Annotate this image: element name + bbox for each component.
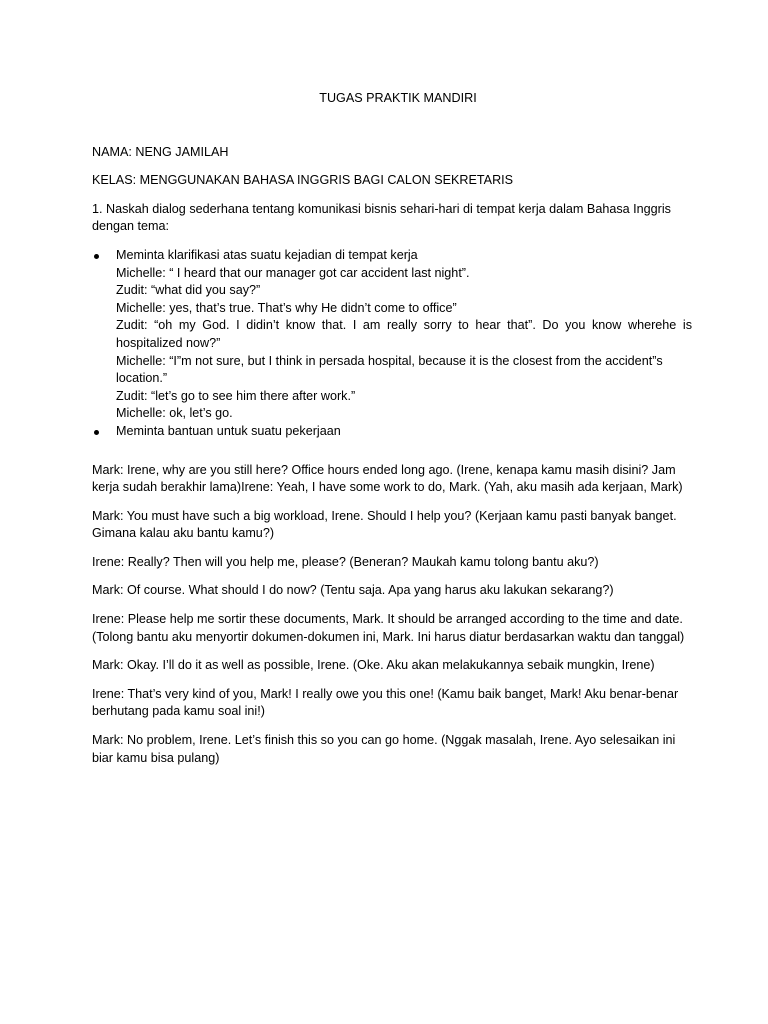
topic-heading: Meminta klarifikasi atas suatu kejadian di tempat kerja <box>116 247 418 262</box>
dialog-line: Zudit: “oh my God. I didin’t know that. I am really sorry to hear that”. Do you know wherehe is hospitalized now?” <box>116 318 692 350</box>
dialog-line: Michelle: ok, let’s go. <box>116 406 233 421</box>
dialog-paragraph: Irene: Please help me sortir these documents, Mark. It should be arranged according to the time and date. (Tolong bantu aku menyortir dokumen-dokumen ini, Mark. Ini harus diatur berdasarkan waktu dan tanggal) <box>92 612 685 644</box>
dialog-line: Zudit: “what did you say?” <box>116 283 261 298</box>
topic-list <box>92 247 692 441</box>
dialog-line: Michelle: yes, that’s true. That’s why He didn’t come to office” <box>116 300 457 315</box>
dialog-paragraph: Mark: You must have such a big workload, Irene. Should I help you? (Kerjaan kamu pasti banyak banget. Gimana kalau aku bantu kamu?) <box>92 508 677 541</box>
student-name: NAMA: NENG JAMILAH <box>92 144 229 159</box>
document-body <box>92 90 692 778</box>
document-title: TUGAS PRAKTIK MANDIRI <box>319 91 477 105</box>
bullet-icon <box>94 254 99 259</box>
class-name: KELAS: MENGGUNAKAN BAHASA INGGRIS BAGI CALON SEKRETARIS <box>92 173 514 188</box>
bullet-icon <box>94 430 99 435</box>
assignment-instruction: 1. Naskah dialog sederhana tentang komunikasi bisnis sehari-hari di tempat kerja dalam Bahasa Inggris dengan tema: <box>92 201 671 234</box>
dialog-line: Michelle: “ I heard that our manager got car accident last night”. <box>116 265 470 280</box>
topic-item-clarification <box>92 247 692 423</box>
dialog-paragraph: Mark: Okay. I’ll do it as well as possible, Irene. (Oke. Aku akan melakukannya sebaik mungkin, Irene) <box>92 658 655 673</box>
dialog-line: Michelle: “I”m not sure, but I think in persada hospital, because it is the closest from the accident”s location.” <box>116 353 663 386</box>
dialog-paragraph: Mark: Irene, why are you still here? Office hours ended long ago. (Irene, kenapa kamu masih disini? Jam kerja sudah berakhir lama)Irene: Yeah, I have some work to do, Mark. (Yah, aku masih ada kerjaan, Mark) <box>92 462 683 495</box>
dialog-paragraph: Mark: No problem, Irene. Let’s finish this so you can go home. (Nggak masalah, Irene. Ayo selesaikan ini biar kamu bisa pulang) <box>92 733 676 765</box>
topic-item-help <box>92 423 692 441</box>
dialog-paragraph: Mark: Of course. What should I do now? (Tentu saja. Apa yang harus aku lakukan sekarang?) <box>92 583 614 598</box>
topic-heading: Meminta bantuan untuk suatu pekerjaan <box>116 423 341 438</box>
dialog-line: Zudit: “let’s go to see him there after work.” <box>116 388 356 403</box>
dialog-paragraph: Irene: Really? Then will you help me, please? (Beneran? Maukah kamu tolong bantu aku?) <box>92 554 599 569</box>
dialog-paragraph: Irene: That’s very kind of you, Mark! I really owe you this one! (Kamu baik banget, Mark! Aku benar-benar berhutang pada kamu soal ini!) <box>92 686 679 719</box>
